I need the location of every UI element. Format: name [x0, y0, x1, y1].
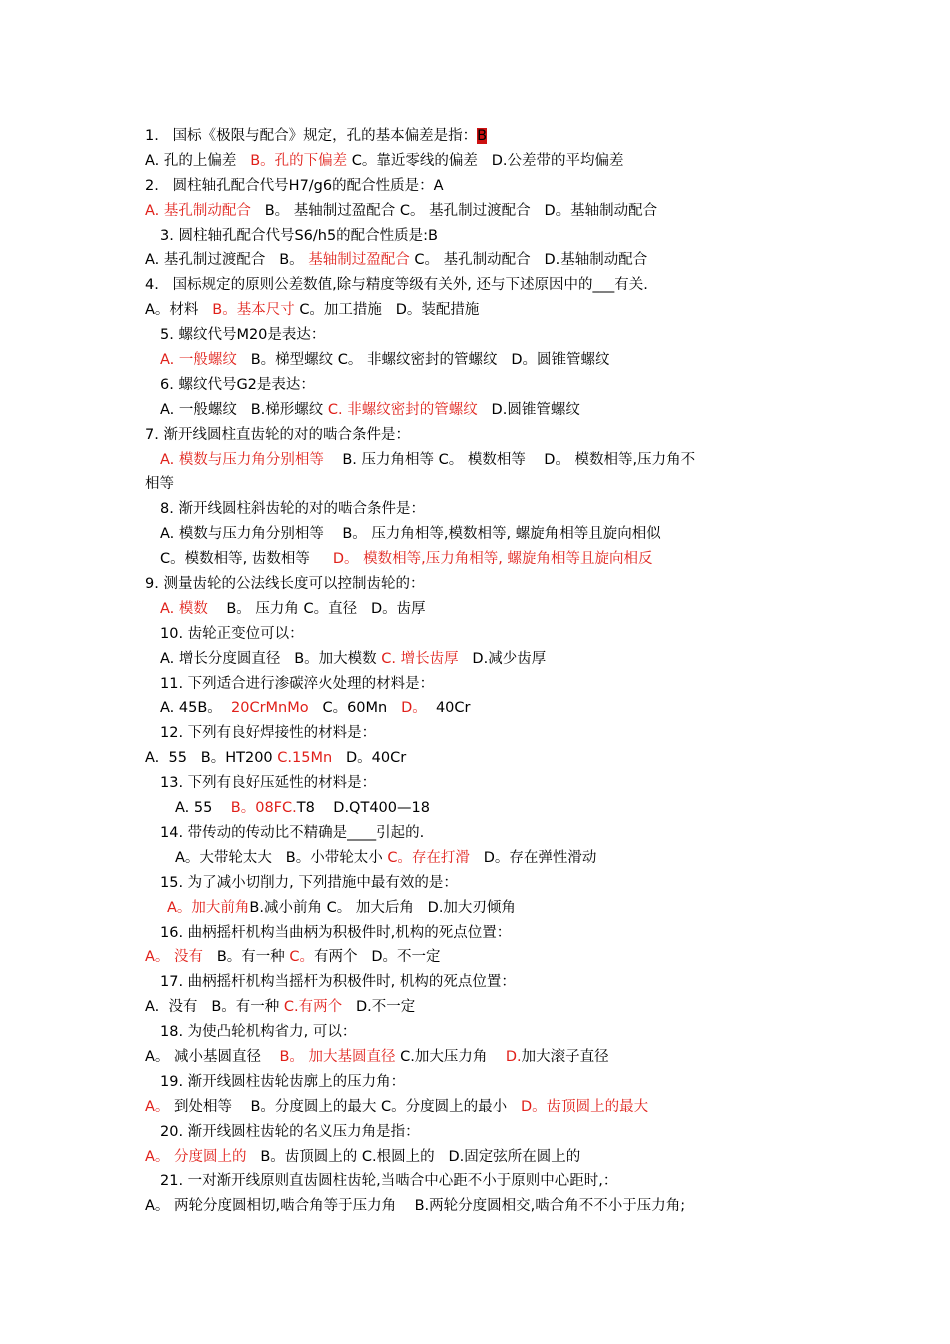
text-line [0, 1045, 950, 1070]
text-run: B。梯型螺纹 C。 非螺纹密封的管螺纹 D。圆锥管螺纹 [250, 352, 610, 369]
answer-highlight: C.有两个 [283, 999, 343, 1016]
text-run: 15. 为了减小切削力, 下列措施中最有效的是： [160, 874, 458, 891]
answer-highlight: A。 没有 [145, 949, 204, 966]
text-line [0, 423, 950, 448]
answer-highlight: D. [505, 1048, 522, 1065]
text-line [0, 1169, 950, 1194]
text-line [0, 746, 950, 771]
answer-highlight: A。 [145, 1098, 170, 1115]
answer-highlight: C。存在打滑 [387, 849, 470, 866]
text-run: B。 压力角 C。直径 D。齿厚 [207, 600, 426, 617]
text-line [0, 472, 950, 497]
text-run: 7. 渐开线圆柱直齿轮的对的啮合条件是： [145, 426, 410, 443]
text-run: C。靠近零线的偏差 D.公差带的平均偏差 [351, 152, 624, 169]
text-run: C。加工措施 D。装配措施 [299, 302, 480, 319]
text-line [0, 348, 950, 373]
answer-highlight: D。 模数相等,压力角相等, 螺旋角相等且旋向相反 [332, 551, 653, 568]
text-run: A。 减小基圆直径 [145, 1048, 280, 1065]
text-line [0, 821, 950, 846]
text-run: 相等 [145, 476, 174, 493]
text-run: 14. 带传动的传动比不精确是____引起的. [160, 824, 425, 841]
text-run: 有两个 D。不一定 [314, 949, 441, 966]
text-line [0, 846, 950, 871]
text-run: C。 基孔制动配合 D.基轴制动配合 [409, 252, 648, 269]
text-run: A。材料 [145, 302, 213, 319]
text-run: 21. 一对渐开线原则直齿圆柱齿轮,当啮合中心距不小于原则中心距时,： [160, 1173, 618, 1190]
text-run: A. 45B。 [160, 700, 231, 717]
text-run: 到处相等 B。分度圆上的最大 C。分度圆上的最小 [169, 1098, 521, 1115]
text-run: C.加大压力角 [395, 1048, 506, 1065]
text-line [0, 1070, 950, 1095]
text-line [0, 448, 950, 473]
text-line [0, 174, 950, 199]
text-run: 19. 渐开线圆柱齿轮齿廓上的压力角： [160, 1073, 406, 1090]
text-run: 加大滚子直径 [521, 1048, 609, 1065]
text-run: D.不一定 [342, 999, 416, 1016]
text-line [0, 970, 950, 995]
text-run: 20. 渐开线圆柱齿轮的名义压力角是指： [160, 1123, 420, 1140]
text-run: A. 55 B。HT200 [145, 750, 278, 767]
text-run: 9. 测量齿轮的公法线长度可以控制齿轮的： [145, 576, 425, 593]
text-line [0, 273, 950, 298]
text-run: 5. 螺纹代号M20是表达： [160, 327, 326, 344]
text-run: 16. 曲柄摇杆机构当曲柄为积极件时,机构的死点位置： [160, 924, 512, 941]
text-line [0, 149, 950, 174]
text-line [0, 945, 950, 970]
text-line [0, 199, 950, 224]
answer-highlight: B。 加大基圆直径 [279, 1048, 396, 1065]
answer-highlight: A。 分度圆上的 [145, 1148, 247, 1165]
text-line [0, 1020, 950, 1045]
answer-highlight: A. 模数与压力角分别相等 [160, 451, 324, 468]
text-line [0, 298, 950, 323]
answer-highlight: D。齿顶圆上的最大 [520, 1098, 649, 1115]
text-line [0, 373, 950, 398]
text-run: B。有一种 [203, 949, 290, 966]
text-run: A. 一般螺纹 B.梯形螺纹 [160, 401, 328, 418]
text-run: 3. 圆柱轴孔配合代号S6/h5的配合性质是:B [160, 227, 439, 244]
text-line [0, 572, 950, 597]
text-run: A. 基孔制过渡配合 B。 [145, 252, 309, 269]
text-line [0, 995, 950, 1020]
text-run: 1. 国标《极限与配合》规定，孔的基本偏差是指： [145, 128, 478, 144]
text-line [0, 896, 950, 921]
text-run: 6. 螺纹代号G2是表达： [160, 376, 315, 393]
text-run: B。齿顶圆上的 C.根圆上的 D.固定弦所在圆上的 [246, 1148, 581, 1165]
text-line [0, 248, 950, 273]
text-line [0, 871, 950, 896]
answer-highlight: C.15Mn [277, 750, 333, 767]
text-line [0, 124, 950, 149]
text-run: A. 没有 B。有一种 [145, 999, 284, 1016]
text-line [0, 921, 950, 946]
text-run: B。 基轴制过盈配合 C。 基孔制过渡配合 D。基轴制动配合 [264, 202, 658, 219]
text-line [0, 323, 950, 348]
text-run: A。大带轮太大 B。小带轮太小 [175, 849, 388, 866]
text-line [0, 622, 950, 647]
answer-highlight: 20CrMnMo [231, 700, 309, 717]
text-run: A. 增长分度圆直径 B。加大模数 [160, 650, 382, 667]
text-line [0, 1145, 950, 1170]
selected-answer: B [477, 128, 488, 144]
text-line [0, 1120, 950, 1145]
text-run: B. 压力角相等 C。 模数相等 D。 模数相等,压力角不 [323, 451, 696, 468]
text-line [0, 672, 950, 697]
text-line [0, 224, 950, 249]
text-line [0, 796, 950, 821]
answer-highlight: A. 基孔制动配合 [145, 202, 265, 219]
answer-highlight: 基轴制过盈配合 [308, 252, 410, 269]
question-list [0, 124, 950, 1219]
text-run: 18. 为使凸轮机构省力, 可以： [160, 1024, 357, 1041]
text-run: D.减少齿厚 [458, 650, 547, 667]
text-run: A. 孔的上偏差 [145, 152, 251, 169]
answer-highlight: B。08FC. [230, 800, 297, 817]
text-run: T8 D.QT400—18 [296, 800, 430, 817]
text-line [0, 1194, 950, 1219]
text-line [0, 547, 950, 572]
text-line [0, 398, 950, 423]
answer-highlight: C。 [289, 949, 315, 966]
text-line [0, 771, 950, 796]
text-run: 4. 国标规定的原则公差数值,除与精度等级有关外, 还与下述原因中的___有关. [145, 277, 648, 294]
text-run: C。模数相等, 齿数相等 [160, 551, 333, 568]
text-run: D。40Cr [332, 750, 407, 767]
answer-highlight: A. 模数 [160, 600, 208, 617]
text-line [0, 497, 950, 522]
text-run: C。60Mn [308, 700, 402, 717]
text-run: 13. 下列有良好压延性的材料是： [160, 775, 377, 792]
text-run: A。 两轮分度圆相切,啮合角等于压力角 B.两轮分度圆相交,啮合角不不小于压力角; [145, 1198, 686, 1215]
answer-highlight: B。基本尺寸 [212, 302, 300, 319]
text-run: 40Cr [426, 700, 471, 717]
text-run: 11. 下列适合进行渗碳淬火处理的材料是： [160, 675, 435, 692]
text-run: A. 模数与压力角分别相等 B。 压力角相等,模数相等, 螺旋角相等且旋向相似 [160, 526, 661, 543]
text-run: 17. 曲柄摇杆机构当摇杆为积极件时, 机构的死点位置： [160, 974, 516, 991]
answer-highlight: A。加大前角 [167, 899, 250, 916]
answer-highlight: B。孔的下偏差 [250, 152, 352, 169]
text-line [0, 1095, 950, 1120]
text-run: 2. 圆柱轴孔配合代号H7/g6的配合性质是：A [145, 177, 444, 194]
text-line [0, 522, 950, 547]
text-line [0, 647, 950, 672]
answer-highlight: C. 增长齿厚 [381, 650, 459, 667]
text-run: A. 55 [175, 800, 231, 817]
text-run: D.圆锥管螺纹 [477, 401, 580, 418]
text-line [0, 597, 950, 622]
text-line [0, 696, 950, 721]
text-run: B.减小前角 C。 加大后角 D.加大刃倾角 [249, 899, 516, 916]
text-run: 10. 齿轮正变位可以： [160, 625, 304, 642]
answer-highlight: C. 非螺纹密封的管螺纹 [327, 401, 478, 418]
text-run: 12. 下列有良好焊接性的材料是： [160, 725, 377, 742]
text-run: 8. 渐开线圆柱斜齿轮的对的啮合条件是： [160, 501, 425, 518]
text-line [0, 721, 950, 746]
text-run: D。存在弹性滑动 [469, 849, 597, 866]
answer-highlight: A. 一般螺纹 [160, 352, 251, 369]
answer-highlight: D。 [401, 700, 427, 717]
